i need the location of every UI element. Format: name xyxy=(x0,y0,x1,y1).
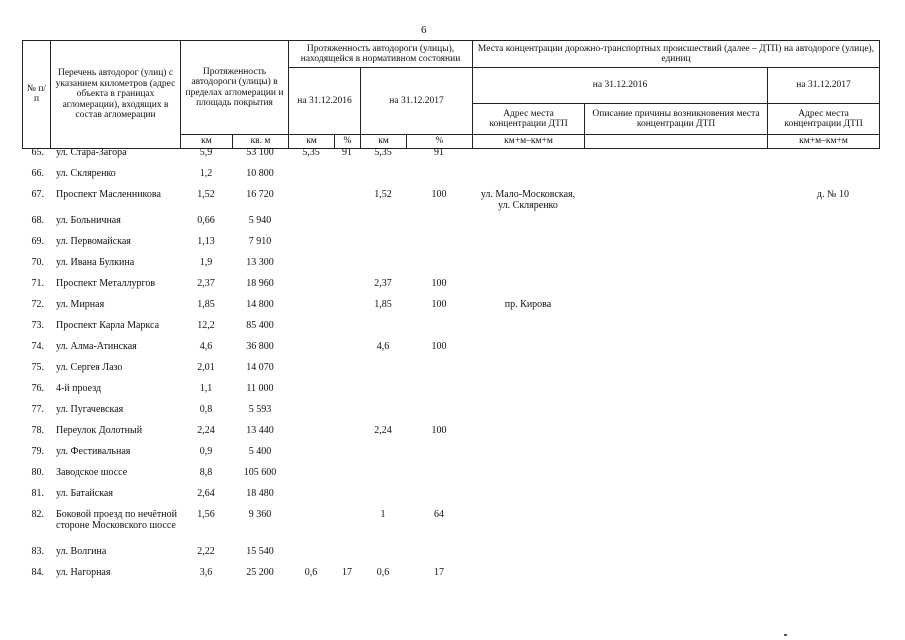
norm-km-2016 xyxy=(288,383,334,404)
dtp-address-2017 xyxy=(767,425,879,446)
length-km: 2,37 xyxy=(197,278,215,289)
norm-km-2016 xyxy=(288,257,334,278)
dtp-address xyxy=(472,362,584,383)
table-row xyxy=(22,189,879,215)
table-row xyxy=(22,278,879,299)
dtp-reason xyxy=(584,215,767,236)
road-name: ул. Мирная xyxy=(56,299,105,310)
dtp-address-2017 xyxy=(767,446,879,467)
row-number: 80. xyxy=(31,467,44,478)
norm-km-2017 xyxy=(360,546,406,567)
area-sqm: 18 480 xyxy=(246,488,274,499)
row-number: 70. xyxy=(31,257,44,268)
dtp-reason xyxy=(584,189,767,215)
road-name: ул. Первомайская xyxy=(56,236,131,247)
dtp-address: ул. Мало-Московская, ул. Скляренко xyxy=(480,189,576,211)
norm-km-2016 xyxy=(288,320,334,341)
dtp-reason xyxy=(584,509,767,546)
unit-kmm-2017: км+м–км+м xyxy=(768,135,880,149)
unit-pct-2016: % xyxy=(335,135,361,149)
dtp-reason xyxy=(584,299,767,320)
road-name: Боковой проезд по нечётной стороне Московского шоссе xyxy=(56,509,177,531)
dtp-reason xyxy=(584,425,767,446)
norm-km-2017: 2,24 xyxy=(374,425,392,436)
dtp-reason-header: Описание причины возникновения места концентрации ДТП xyxy=(585,104,768,135)
norm-km-2016: 0,6 xyxy=(304,567,318,578)
norm-pct-2016 xyxy=(334,236,360,257)
length-km: 2,24 xyxy=(197,425,215,436)
norm-pct-2016 xyxy=(334,278,360,299)
norm-km-2016 xyxy=(288,278,334,299)
table-row xyxy=(22,168,879,189)
norm-pct-2017 xyxy=(406,404,472,425)
row-number: 68. xyxy=(31,215,44,226)
table-row xyxy=(22,567,879,588)
norm-km-2016 xyxy=(288,467,334,488)
area-sqm: 18 960 xyxy=(246,278,274,289)
dtp-address-2017 xyxy=(767,299,879,320)
dtp-address-2017 xyxy=(767,546,879,567)
length-km: 1,52 xyxy=(197,189,215,200)
length-km: 0,66 xyxy=(197,215,215,226)
dtp-address xyxy=(472,404,584,425)
length-km: 5,9 xyxy=(199,147,213,158)
norm-pct-2016 xyxy=(334,299,360,320)
dtp-address-header: Адрес места концентрации ДТП xyxy=(473,104,585,135)
norm-km-2016 xyxy=(288,488,334,509)
unit-km: км xyxy=(181,135,233,149)
length-km: 2,22 xyxy=(197,546,215,557)
road-name: ул. Фестивальная xyxy=(56,446,131,457)
norm-pct-2016 xyxy=(334,509,360,546)
road-name: ул. Волгина xyxy=(56,546,107,557)
table-row xyxy=(22,147,879,168)
norm-km-2017 xyxy=(360,236,406,257)
norm-pct-2017 xyxy=(406,446,472,467)
norm-km-2017 xyxy=(360,320,406,341)
norm-pct-2017: 64 xyxy=(434,509,444,520)
road-name: ул. Сергея Лазо xyxy=(56,362,123,373)
area-sqm: 105 600 xyxy=(243,467,277,478)
dtp-address xyxy=(472,278,584,299)
norm-pct-2017: 100 xyxy=(431,341,447,352)
dtp-address-2017 xyxy=(767,509,879,546)
area-sqm: 15 540 xyxy=(246,546,274,557)
area-sqm: 5 400 xyxy=(248,446,272,457)
norm-km-2016 xyxy=(288,189,334,215)
norm-km-2016 xyxy=(288,404,334,425)
norm-pct-2016 xyxy=(334,320,360,341)
table-row xyxy=(22,299,879,320)
length-km: 0,8 xyxy=(199,404,213,415)
table-row xyxy=(22,546,879,567)
dtp-reason xyxy=(584,147,767,168)
dtp-address xyxy=(472,236,584,257)
dtp-reason xyxy=(584,341,767,362)
norm-km-2016 xyxy=(288,299,334,320)
table-row xyxy=(22,467,879,488)
norm-pct-2016 xyxy=(334,404,360,425)
length-km: 3,6 xyxy=(199,567,213,578)
norm-km-2017: 1,85 xyxy=(374,299,392,310)
dtp-address xyxy=(472,546,584,567)
table-row xyxy=(22,236,879,257)
area-sqm: 5 940 xyxy=(248,215,272,226)
table-row xyxy=(22,509,879,546)
norm-km-2017 xyxy=(360,383,406,404)
norm-km-2017 xyxy=(360,215,406,236)
road-name: ул. Ивана Булкина xyxy=(56,257,135,268)
dtp-reason xyxy=(584,320,767,341)
norm-km-2017 xyxy=(360,404,406,425)
dtp-address xyxy=(472,446,584,467)
dtp-address-2017 xyxy=(767,567,879,588)
dtp-address xyxy=(472,257,584,278)
length-km: 4,6 xyxy=(199,341,213,352)
dtp-reason xyxy=(584,567,767,588)
norm-pct-2017 xyxy=(406,236,472,257)
dtp-address xyxy=(472,425,584,446)
dtp-date-2017: на 31.12.2017 xyxy=(768,68,880,104)
norm-pct-2016 xyxy=(334,446,360,467)
row-number: 77. xyxy=(31,404,44,415)
norm-km-2016 xyxy=(288,546,334,567)
road-name: ул. Батайская xyxy=(56,488,113,499)
col-norm-header: Протяженность автодороги (улицы), находящейся в нормативном состоянии xyxy=(289,41,473,68)
norm-km-2016 xyxy=(288,509,334,546)
table-row xyxy=(22,320,879,341)
row-number: 73. xyxy=(31,320,44,331)
table-row xyxy=(22,383,879,404)
norm-km-2017: 1,52 xyxy=(374,189,392,200)
road-name: ул. Нагорная xyxy=(56,567,111,578)
norm-pct-2016 xyxy=(334,168,360,189)
row-number: 74. xyxy=(31,341,44,352)
table-row xyxy=(22,257,879,278)
norm-pct-2017: 100 xyxy=(431,425,447,436)
table-header xyxy=(22,40,880,149)
dtp-address-2017 xyxy=(767,320,879,341)
norm-pct-2016 xyxy=(334,383,360,404)
page-number: 6 xyxy=(421,24,427,36)
dtp-address xyxy=(472,215,584,236)
norm-pct-2017 xyxy=(406,546,472,567)
row-number: 66. xyxy=(31,168,44,179)
row-number: 82. xyxy=(31,509,44,520)
norm-km-2017 xyxy=(360,467,406,488)
norm-km-2017: 1 xyxy=(380,509,386,520)
norm-km-2016 xyxy=(288,446,334,467)
dtp-reason xyxy=(584,383,767,404)
norm-pct-2017: 100 xyxy=(431,189,447,200)
norm-km-2017 xyxy=(360,168,406,189)
data-table xyxy=(22,147,879,588)
norm-pct-2017 xyxy=(406,467,472,488)
norm-pct-2017 xyxy=(406,168,472,189)
norm-km-2016 xyxy=(288,236,334,257)
length-km: 2,64 xyxy=(197,488,215,499)
dtp-address xyxy=(472,509,584,546)
col-length-header: Протяженность автодороги (улицы) в пределах агломерации и площадь покрытия xyxy=(181,41,289,135)
dtp-address xyxy=(472,341,584,362)
length-km: 2,01 xyxy=(197,362,215,373)
norm-pct-2016 xyxy=(334,425,360,446)
table-row xyxy=(22,404,879,425)
area-sqm: 13 440 xyxy=(246,425,274,436)
table-row xyxy=(22,446,879,467)
road-name: Переулок Долотный xyxy=(56,425,143,436)
area-sqm: 25 200 xyxy=(246,567,274,578)
dtp-reason xyxy=(584,168,767,189)
dtp-address-2017 xyxy=(767,488,879,509)
length-km: 1,9 xyxy=(199,257,213,268)
norm-km-2017 xyxy=(360,488,406,509)
dtp-reason xyxy=(584,362,767,383)
dtp-address-2017 xyxy=(767,404,879,425)
norm-pct-2016 xyxy=(334,488,360,509)
norm-pct-2016: 91 xyxy=(342,147,352,158)
dtp-address xyxy=(472,147,584,168)
unit-kmm: км+м–км+м xyxy=(473,135,585,149)
area-sqm: 11 000 xyxy=(246,383,274,394)
dtp-date-2016: на 31.12.2016 xyxy=(473,68,768,104)
row-number: 71. xyxy=(31,278,44,289)
row-number: 72. xyxy=(31,299,44,310)
road-name: Проспект Карла Маркса xyxy=(56,320,160,331)
dtp-address-2017 xyxy=(767,362,879,383)
norm-pct-2016 xyxy=(334,257,360,278)
dtp-address-2017 xyxy=(767,147,879,168)
road-name: Проспект Масленникова xyxy=(56,189,161,200)
unit-km-2017: км xyxy=(361,135,407,149)
dtp-address-2017 xyxy=(767,383,879,404)
road-name: Проспект Металлургов xyxy=(56,278,156,289)
norm-km-2017 xyxy=(360,446,406,467)
table-row xyxy=(22,362,879,383)
norm-km-2016 xyxy=(288,215,334,236)
dtp-address xyxy=(472,488,584,509)
norm-km-2017: 0,6 xyxy=(376,567,390,578)
norm-km-2016 xyxy=(288,168,334,189)
dtp-address-2017 xyxy=(767,168,879,189)
dtp-reason xyxy=(584,236,767,257)
dtp-reason xyxy=(584,467,767,488)
norm-km-2016: 5,35 xyxy=(302,147,320,158)
dtp-reason xyxy=(584,546,767,567)
table-row xyxy=(22,341,879,362)
unit-reason-empty xyxy=(585,135,768,149)
dtp-address-2017 xyxy=(767,278,879,299)
row-number: 67. xyxy=(31,189,44,200)
area-sqm: 36 800 xyxy=(246,341,274,352)
norm-pct-2016 xyxy=(334,546,360,567)
norm-km-2016 xyxy=(288,341,334,362)
road-name: ул. Алма-Атинская xyxy=(56,341,137,352)
length-km: 12,2 xyxy=(197,320,215,331)
dtp-address-2017 xyxy=(767,341,879,362)
table-row xyxy=(22,488,879,509)
table-row xyxy=(22,215,879,236)
dtp-reason xyxy=(584,404,767,425)
area-sqm: 5 593 xyxy=(248,404,272,415)
road-name: 4-й проезд xyxy=(56,383,102,394)
length-km: 1,85 xyxy=(197,299,215,310)
norm-pct-2017 xyxy=(406,383,472,404)
unit-pct-2017: % xyxy=(407,135,473,149)
dtp-reason xyxy=(584,278,767,299)
dtp-address-2017: д. № 10 xyxy=(816,189,849,200)
row-number: 76. xyxy=(31,383,44,394)
area-sqm: 14 800 xyxy=(246,299,274,310)
col-name-header: Перечень автодорог (улиц) с указанием километров (адрес объекта в границах агломерации), входящих в состав агломерации xyxy=(51,41,181,149)
road-name: ул. Больничная xyxy=(56,215,121,226)
norm-date-2016: на 31.12.2016 xyxy=(289,68,361,135)
norm-pct-2016 xyxy=(334,215,360,236)
dtp-address xyxy=(472,168,584,189)
length-km: 1,2 xyxy=(199,168,213,179)
area-sqm: 85 400 xyxy=(246,320,274,331)
area-sqm: 53 100 xyxy=(246,147,274,158)
norm-pct-2016 xyxy=(334,341,360,362)
road-name: ул. Стара-Загора xyxy=(56,147,127,158)
norm-pct-2016: 17 xyxy=(342,567,352,578)
norm-km-2017: 4,6 xyxy=(376,341,390,352)
row-number: 78. xyxy=(31,425,44,436)
area-sqm: 9 360 xyxy=(248,509,272,520)
dtp-address-2017 xyxy=(767,236,879,257)
norm-pct-2016 xyxy=(334,362,360,383)
norm-km-2017 xyxy=(360,257,406,278)
row-number: 79. xyxy=(31,446,44,457)
norm-date-2017: на 31.12.2017 xyxy=(361,68,473,135)
table-row xyxy=(22,425,879,446)
col-dtp-header: Места концентрации дорожно-транспортных происшествий (далее – ДТП) на автодороге (улице), единиц xyxy=(473,41,880,68)
dtp-address-2017 xyxy=(767,215,879,236)
norm-pct-2016 xyxy=(334,189,360,215)
dtp-reason xyxy=(584,257,767,278)
norm-pct-2017 xyxy=(406,362,472,383)
unit-sqm: кв. м xyxy=(233,135,289,149)
dtp-address xyxy=(472,467,584,488)
dtp-address xyxy=(472,383,584,404)
row-number: 81. xyxy=(31,488,44,499)
row-number: 83. xyxy=(31,546,44,557)
norm-km-2017: 2,37 xyxy=(374,278,392,289)
norm-pct-2017 xyxy=(406,488,472,509)
dtp-reason xyxy=(584,446,767,467)
row-number: 65. xyxy=(31,147,44,158)
row-number: 84. xyxy=(31,567,44,578)
area-sqm: 10 800 xyxy=(246,168,274,179)
col-no-header: № п/п xyxy=(23,41,51,149)
area-sqm: 7 910 xyxy=(248,236,272,247)
length-km: 1,13 xyxy=(197,236,215,247)
dtp-reason xyxy=(584,488,767,509)
dtp-address-2017 xyxy=(767,257,879,278)
length-km: 1,56 xyxy=(197,509,215,520)
area-sqm: 14 070 xyxy=(246,362,274,373)
norm-pct-2016 xyxy=(334,467,360,488)
norm-pct-2017: 100 xyxy=(431,278,447,289)
road-name: ул. Пугачевская xyxy=(56,404,124,415)
norm-pct-2017: 17 xyxy=(434,567,444,578)
dtp-address xyxy=(472,320,584,341)
scan-mark xyxy=(784,634,787,636)
dtp-address-2017 xyxy=(767,467,879,488)
norm-km-2016 xyxy=(288,362,334,383)
area-sqm: 16 720 xyxy=(246,189,274,200)
unit-km-2016: км xyxy=(289,135,335,149)
norm-km-2017 xyxy=(360,362,406,383)
norm-pct-2017: 100 xyxy=(431,299,447,310)
norm-km-2017: 5,35 xyxy=(374,147,392,158)
norm-pct-2017 xyxy=(406,215,472,236)
row-number: 69. xyxy=(31,236,44,247)
dtp-address xyxy=(472,567,584,588)
road-name: Заводское шоссе xyxy=(56,467,128,478)
dtp-address-2017-header: Адрес места концентрации ДТП xyxy=(768,104,880,135)
length-km: 0,9 xyxy=(199,446,213,457)
area-sqm: 13 300 xyxy=(246,257,274,268)
road-name: ул. Скляренко xyxy=(56,168,116,179)
length-km: 8,8 xyxy=(199,467,213,478)
norm-pct-2017 xyxy=(406,257,472,278)
norm-km-2016 xyxy=(288,425,334,446)
row-number: 75. xyxy=(31,362,44,373)
length-km: 1,1 xyxy=(199,383,213,394)
dtp-address: пр. Кирова xyxy=(504,299,552,310)
norm-pct-2017 xyxy=(406,320,472,341)
norm-pct-2017: 91 xyxy=(434,147,444,158)
